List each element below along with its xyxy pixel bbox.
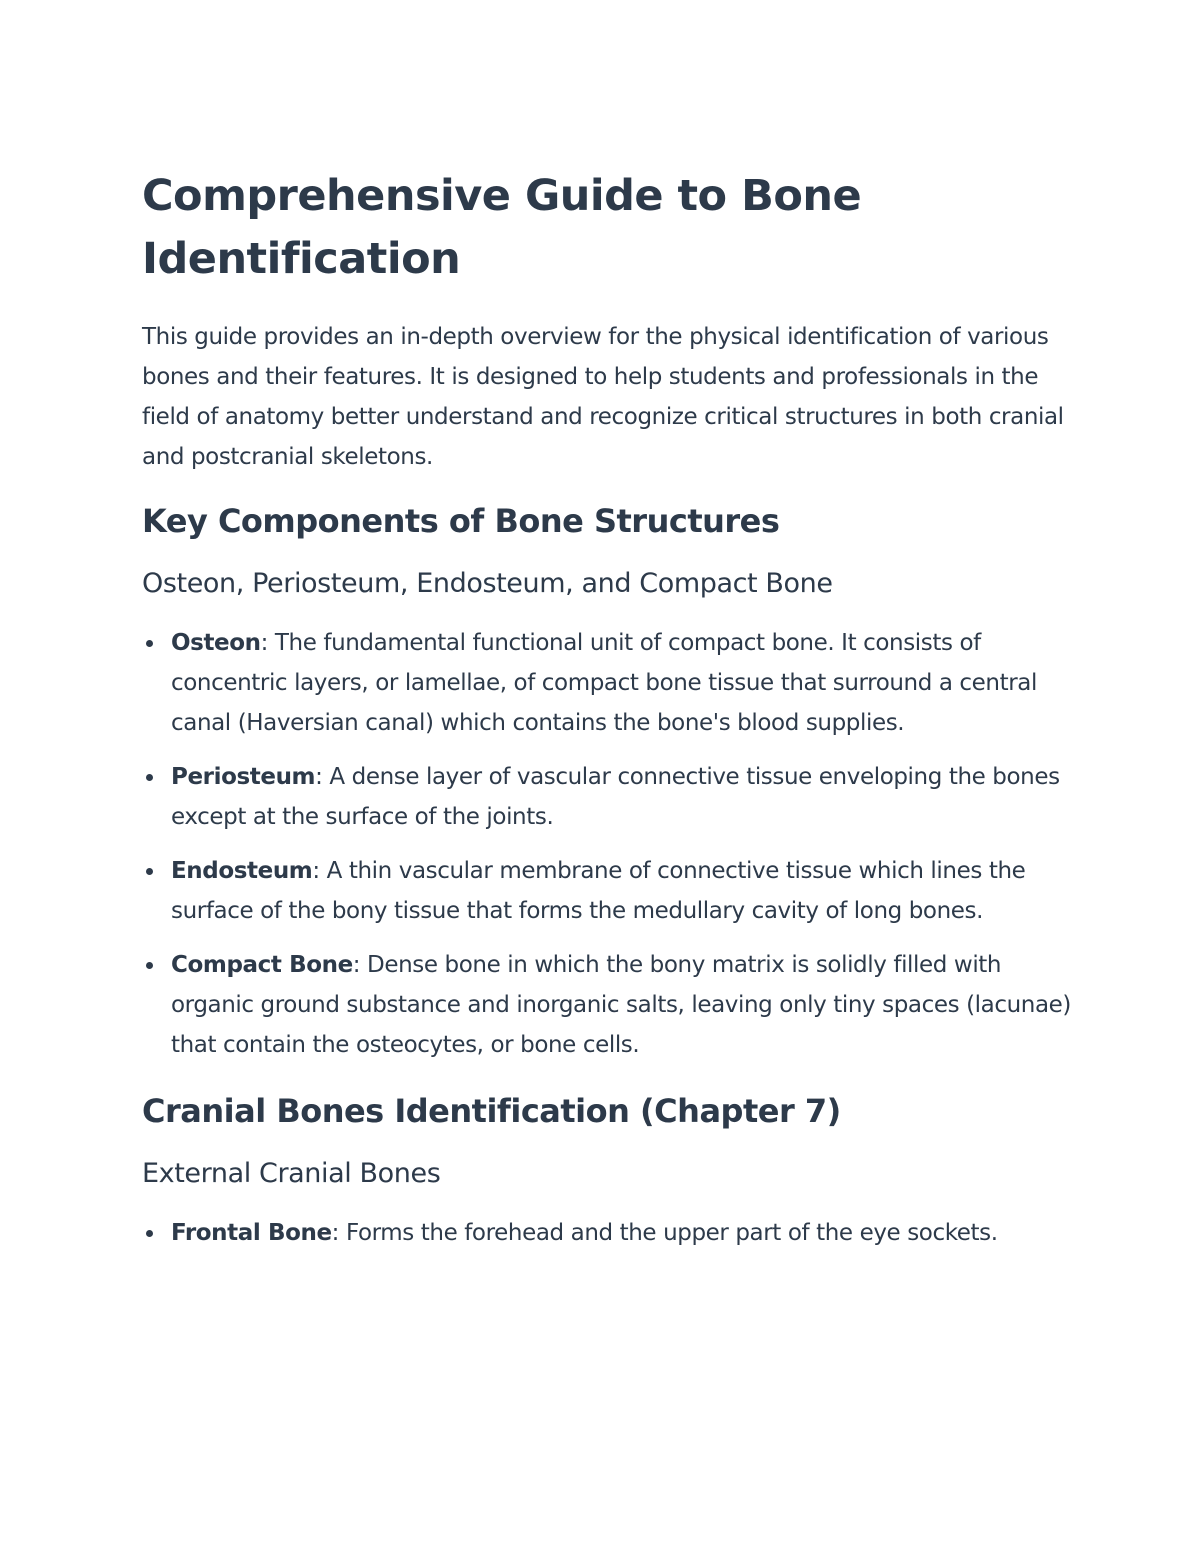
term-description: A thin vascular membrane of connective tissue which lines the surface of the bony tissue that forms the medullary cavity of long bones. [171,858,1026,924]
list-item [142,757,1072,837]
subheading-osteon-periosteum: Osteon, Periosteum, Endosteum, and Compact Bone [142,568,833,599]
section-heading-cranial-bones: Cranial Bones Identification (Chapter 7) [142,1092,841,1130]
document-page [142,165,1072,1277]
bullet-icon [146,640,153,647]
term-label: Endosteum [171,858,313,884]
term-separator: : [331,1220,346,1246]
term-label: Periosteum [171,764,316,790]
term-separator: : [315,764,330,790]
list-item [142,623,1072,743]
intro-paragraph: This guide provides an in-depth overview for the physical identification of various bones and their features. It is designed to help students and professionals in the field of anatomy better understand and recognize critical structures in both cranial and postcranial skeletons. [142,324,1064,470]
term-separator: : [352,952,368,978]
term-label: Compact Bone [171,952,353,978]
list-item [142,851,1072,931]
bullet-icon [146,868,153,875]
subheading-external-cranial: External Cranial Bones [142,1158,441,1189]
term-description: Dense bone in which the bony matrix is solidly filled with organic ground substance and inorganic salts, leaving only tiny spaces (lacunae) that contain the osteocytes, or bone cells. [171,952,1071,1058]
list-key-components [142,623,1072,1065]
term-label: Frontal Bone [171,1220,332,1246]
page-title: Comprehensive Guide to Bone Identification [142,171,862,284]
term-description: A dense layer of vascular connective tissue enveloping the bones except at the surface of the joints. [171,764,1060,830]
term-separator: : [312,858,327,884]
bullet-icon [146,774,153,781]
term-label: Osteon [171,630,261,656]
list-item [142,945,1072,1065]
term-description: The fundamental functional unit of compact bone. It consists of concentric layers, or lamellae, of compact bone tissue that surround a central canal (Haversian canal) which contains the bone's blood supplies. [171,630,1037,736]
term-separator: : [260,630,275,656]
list-item [142,1213,1072,1253]
bullet-icon [146,962,153,969]
bullet-icon [146,1230,153,1237]
section-heading-key-components: Key Components of Bone Structures [142,502,780,540]
term-description: Forms the forehead and the upper part of the eye sockets. [345,1220,998,1246]
list-cranial-bones [142,1213,1072,1253]
